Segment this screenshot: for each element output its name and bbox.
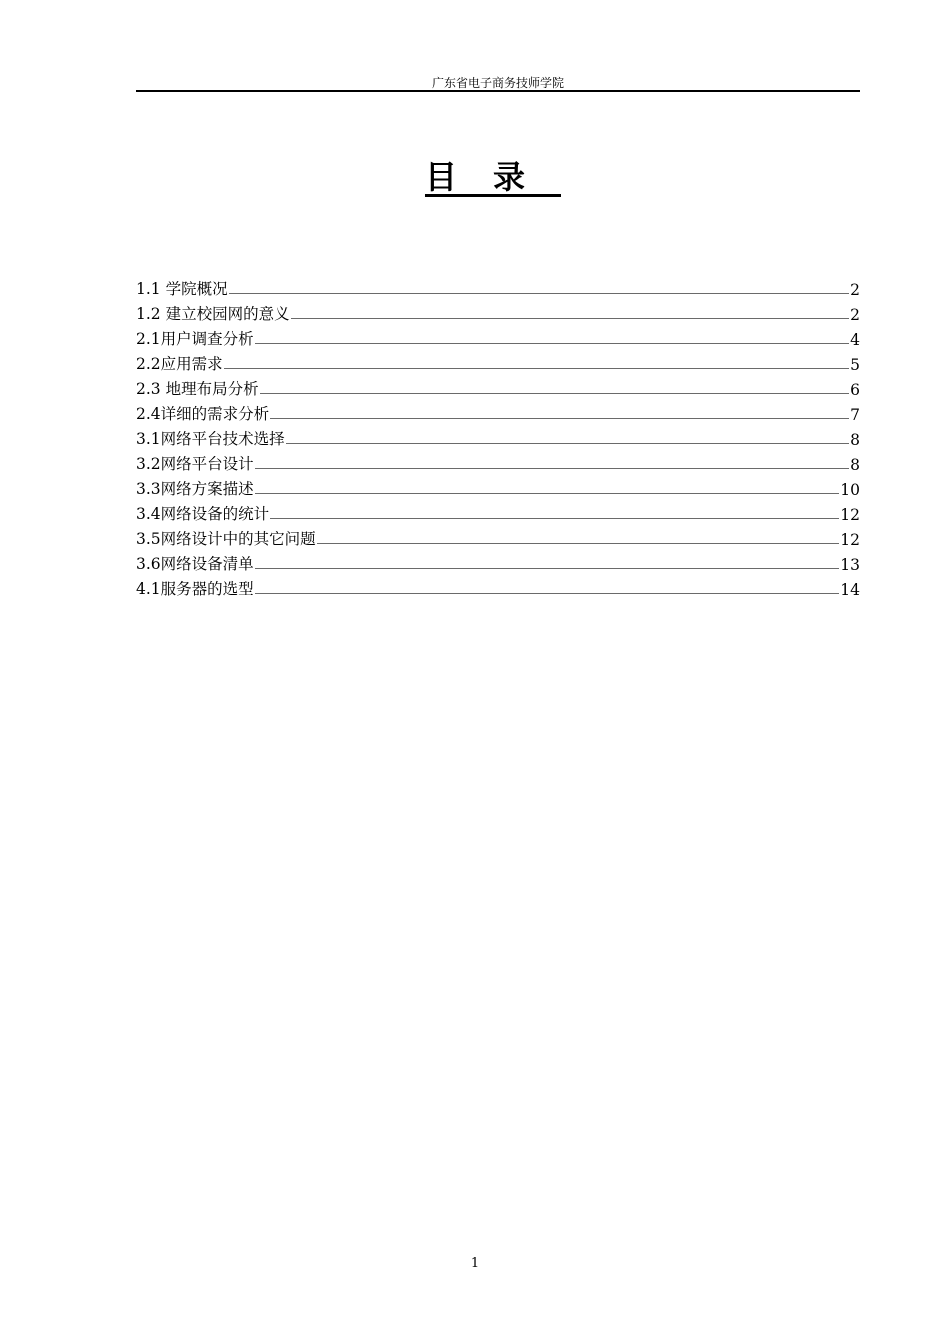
toc-entry-label: 1.2 建立校园网的意义 [136, 305, 290, 323]
toc-entry-page: 5 [850, 356, 860, 374]
toc-entry[interactable] [136, 449, 860, 474]
page-number: 1 [470, 1256, 480, 1271]
toc-entry-label: 3.3网络方案描述 [136, 480, 254, 498]
toc-leader-line [291, 318, 850, 319]
toc-entry-label: 2.1用户调查分析 [136, 330, 254, 348]
toc-leader-line [229, 293, 850, 294]
toc-entry[interactable] [136, 349, 860, 374]
toc-entry-label: 3.5网络设计中的其它问题 [136, 530, 316, 548]
toc-entry-page: 12 [840, 531, 860, 549]
toc-leader-line [255, 343, 849, 344]
toc-entry-page: 2 [850, 281, 860, 299]
toc-entry[interactable] [136, 299, 860, 324]
toc-entry-page: 13 [840, 556, 860, 574]
toc-entry[interactable] [136, 474, 860, 499]
toc-leader-line [317, 543, 840, 544]
toc-leader-line [255, 493, 840, 494]
toc-entry-label: 3.1网络平台技术选择 [136, 430, 285, 448]
toc-entry-label: 1.1 学院概况 [136, 280, 228, 298]
toc-heading: 目录 [424, 158, 561, 196]
table-of-contents [136, 274, 860, 599]
toc-entry[interactable] [136, 574, 860, 599]
toc-entry-page: 7 [850, 406, 860, 424]
toc-entry-label: 3.2网络平台设计 [136, 455, 254, 473]
toc-entry-page: 2 [850, 306, 860, 324]
toc-heading-container [0, 152, 950, 198]
toc-entry-page: 14 [840, 581, 860, 599]
toc-leader-line [270, 518, 839, 519]
toc-entry[interactable] [136, 399, 860, 424]
toc-leader-line [260, 393, 850, 394]
toc-entry[interactable] [136, 324, 860, 349]
toc-entry-page: 6 [850, 381, 860, 399]
toc-leader-line [255, 468, 849, 469]
toc-entry-page: 12 [840, 506, 860, 524]
toc-entry-label: 4.1服务器的选型 [136, 580, 254, 598]
toc-entry-label: 2.2应用需求 [136, 355, 223, 373]
toc-leader-line [286, 443, 849, 444]
toc-leader-line [224, 368, 849, 369]
toc-entry-page: 4 [850, 331, 860, 349]
header-divider [136, 90, 860, 92]
toc-entry[interactable] [136, 499, 860, 524]
toc-entry[interactable] [136, 549, 860, 574]
toc-entry-label: 3.4网络设备的统计 [136, 505, 270, 523]
toc-entry-page: 8 [850, 431, 860, 449]
toc-entry-label: 2.4详细的需求分析 [136, 405, 270, 423]
toc-entry-page: 10 [840, 481, 860, 499]
toc-entry[interactable] [136, 524, 860, 549]
toc-entry-page: 8 [850, 456, 860, 474]
toc-leader-line [255, 568, 840, 569]
page-header-title: 广东省电子商务技师学院 [431, 76, 564, 90]
toc-entry-label: 3.6网络设备清单 [136, 555, 254, 573]
toc-entry[interactable] [136, 274, 860, 299]
toc-leader-line [270, 418, 849, 419]
toc-entry[interactable] [136, 424, 860, 449]
toc-entry[interactable] [136, 374, 860, 399]
toc-entry-label: 2.3 地理布局分析 [136, 380, 259, 398]
toc-leader-line [255, 593, 840, 594]
